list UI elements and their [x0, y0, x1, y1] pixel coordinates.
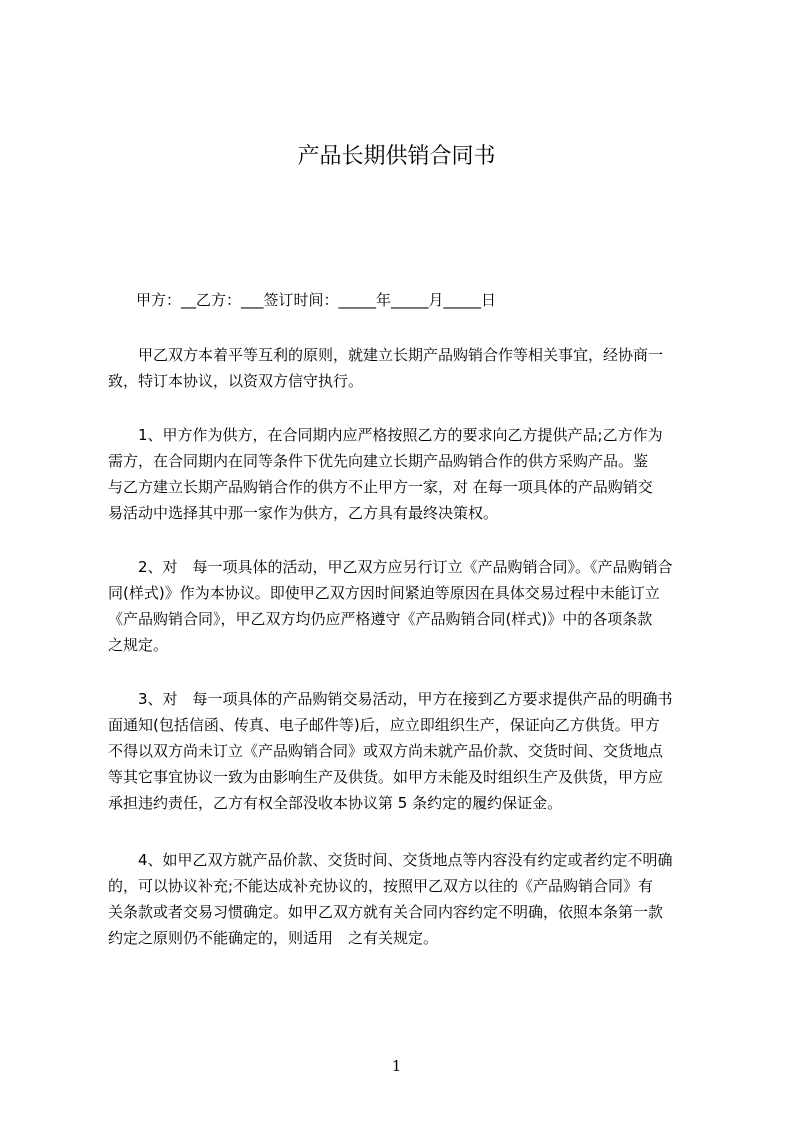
text-line: 易活动中选择其中那一家作为供方，乙方具有最终决策权。 — [108, 504, 499, 522]
parties-line: 甲方：__乙方：___签订时间：_____年_____月_____日 — [136, 291, 497, 309]
text-line: 致，特订本协议，以资双方信守执行。 — [108, 372, 364, 390]
document-title: 产品长期供销合同书 — [297, 144, 496, 169]
text-line: 等其它事宜协议一致为由影响生产及供货。如甲方未能及时组织生产及供货，甲方应 — [108, 768, 664, 786]
text-line: 与乙方建立长期产品购销合作的供方不止甲方一家，对 在每一项具体的产品购销交 — [108, 478, 653, 496]
paragraph-clause-4 — [108, 847, 708, 951]
text-line: 之规定。 — [108, 636, 169, 654]
text-line: 面通知(包括信函、传真、电子邮件等)后，应立即组织生产，保证向乙方供货。甲方 — [108, 716, 660, 734]
text-line: 甲乙双方本着平等互利的原则，就建立长期产品购销合作等相关事宜，经协商一 — [108, 346, 664, 364]
text-line: 约定之原则仍不能确定的，则适用 之有关规定。 — [108, 929, 439, 947]
text-line: 关条款或者交易习惯确定。如甲乙双方就有关合同内容约定不明确，依照本条第一款 — [108, 903, 664, 921]
paragraph-intro — [108, 342, 708, 394]
paragraph-clause-1 — [108, 422, 708, 526]
paragraph-clause-3 — [108, 686, 708, 816]
text-line: 1、甲方作为供方，在合同期内应严格按照乙方的要求向乙方提供产品;乙方作为 — [108, 426, 663, 444]
text-line: 承担违约责任，乙方有权全部没收本协议第 5 条约定的履约保证金。 — [108, 794, 563, 812]
text-line: 《产品购销合同》，甲乙双方均仍应严格遵守《产品购销合同(样式)》中的各项条款 — [108, 610, 653, 628]
text-line: 4、如甲乙双方就产品价款、交货时间、交货地点等内容没有约定或者约定不明确 — [108, 851, 673, 869]
paragraph-clause-2 — [108, 554, 708, 658]
text-line: 需方，在合同期内在同等条件下优先向建立长期产品购销合作的供方采购产品。鉴 — [108, 452, 649, 470]
page-number: 1 — [391, 1057, 402, 1075]
text-line: 不得以双方尚未订立《产品购销合同》或双方尚未就产品价款、交货时间、交货地点 — [108, 742, 664, 760]
text-line: 的，可以协议补充;不能达成补充协议的，按照甲乙双方以往的《产品购销合同》有 — [108, 877, 654, 895]
text-line: 3、对 每一项具体的产品购销交易活动，甲方在接到乙方要求提供产品的明确书 — [108, 690, 673, 708]
text-line: 同(样式)》作为本协议。即使甲乙双方因时间紧迫等原因在具体交易过程中未能订立 — [108, 584, 660, 602]
text-line: 2、对 每一项具体的活动，甲乙双方应另行订立《产品购销合同》。《产品购销合 — [108, 558, 673, 576]
